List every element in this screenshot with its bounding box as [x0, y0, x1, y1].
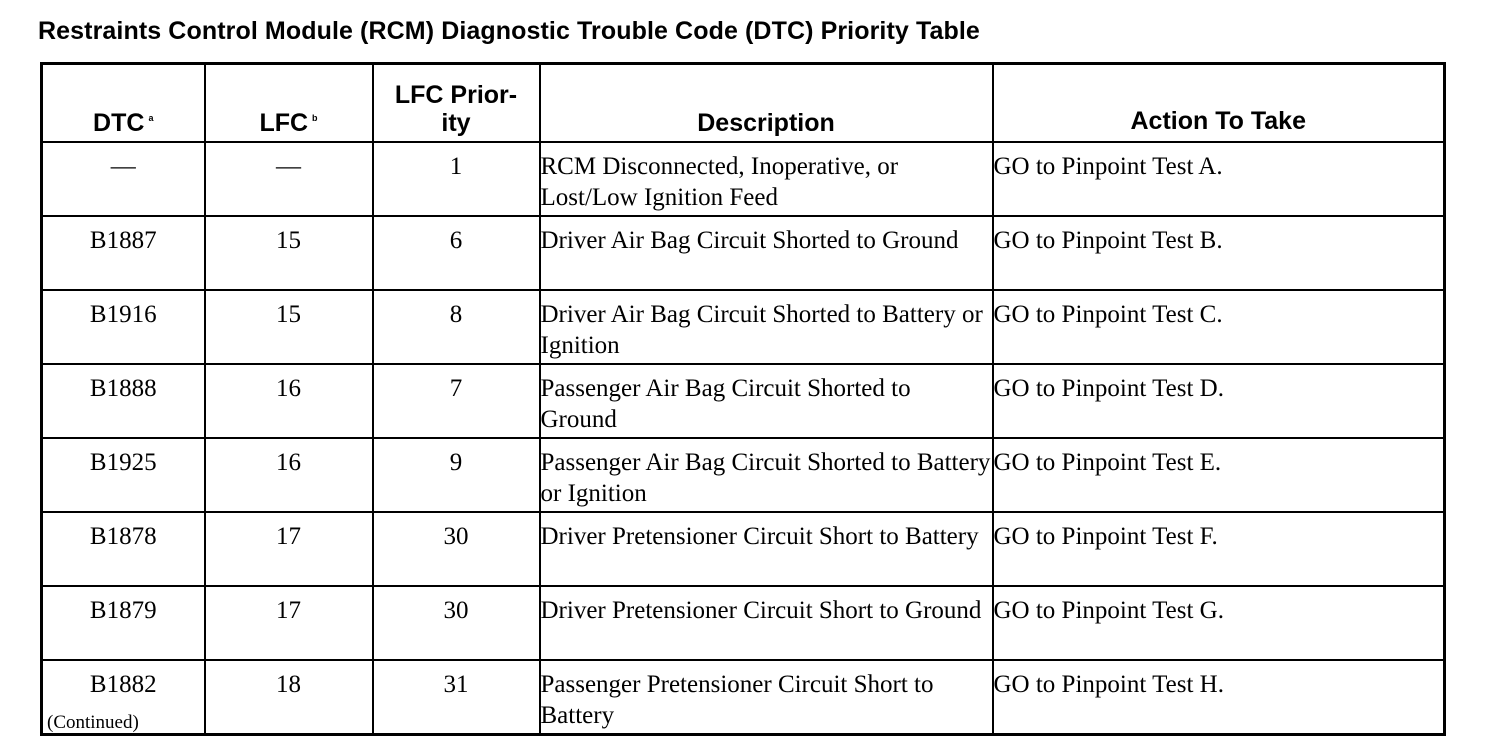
column-header-dtc: DTC $^a$	[42, 64, 205, 143]
cell-priority: 7	[373, 364, 540, 438]
cell-description: RCM Disconnected, Inoperative, or Lost/Low Ignition Feed	[540, 142, 993, 216]
table-row	[42, 364, 1445, 438]
cell-action: GO to Pinpoint Test H.	[993, 660, 1445, 735]
table-row	[42, 512, 1445, 586]
cell-dtc: B1879	[42, 586, 205, 660]
cell-priority: 1	[373, 142, 540, 216]
cell-lfc: 17	[205, 512, 373, 586]
cell-dtc: B1925	[42, 438, 205, 512]
cell-dtc: B1882	[42, 660, 205, 735]
cell-priority: 31	[373, 660, 540, 735]
cell-action: GO to Pinpoint Test C.	[993, 290, 1445, 364]
cell-description: Passenger Air Bag Circuit Shorted to Ground	[540, 364, 993, 438]
cell-lfc: 15	[205, 216, 373, 290]
cell-priority: 30	[373, 586, 540, 660]
cell-priority: 9	[373, 438, 540, 512]
cell-dtc: B1888	[42, 364, 205, 438]
column-header-lfc-priority: LFC Prior- ity	[373, 64, 540, 143]
cell-action: GO to Pinpoint Test E.	[993, 438, 1445, 512]
cell-description: Passenger Air Bag Circuit Shorted to Battery or Ignition	[540, 438, 993, 512]
cell-priority: 6	[373, 216, 540, 290]
table-row	[42, 660, 1445, 735]
cell-action: GO to Pinpoint Test A.	[993, 142, 1445, 216]
column-header-lfc: LFC $^b$	[205, 64, 373, 143]
table-row	[42, 216, 1445, 290]
cell-priority: 30	[373, 512, 540, 586]
cell-description: Driver Pretensioner Circuit Short to Battery	[540, 512, 993, 586]
cell-action: GO to Pinpoint Test G.	[993, 586, 1445, 660]
page-title: Restraints Control Module (RCM) Diagnostic Trouble Code (DTC) Priority Table	[38, 17, 980, 45]
cell-dtc: B1887	[42, 216, 205, 290]
cell-lfc: 16	[205, 438, 373, 512]
cell-description: Driver Air Bag Circuit Shorted to Battery or Ignition	[540, 290, 993, 364]
dtc-priority-table	[40, 62, 1446, 736]
continued-note: (Continued)	[47, 712, 139, 733]
cell-dtc: —	[42, 142, 205, 216]
cell-lfc: 17	[205, 586, 373, 660]
cell-dtc: B1916	[42, 290, 205, 364]
table-header-row	[42, 64, 1445, 143]
column-header-action: Action To Take	[993, 64, 1445, 143]
footnote-marker-b: b	[312, 113, 318, 123]
table-row	[42, 290, 1445, 364]
cell-description: Passenger Pretensioner Circuit Short to Battery	[540, 660, 993, 735]
table-row	[42, 438, 1445, 512]
cell-action: GO to Pinpoint Test D.	[993, 364, 1445, 438]
cell-lfc: 16	[205, 364, 373, 438]
cell-lfc: —	[205, 142, 373, 216]
footnote-marker-a: a	[148, 113, 154, 123]
cell-action: GO to Pinpoint Test B.	[993, 216, 1445, 290]
cell-action: GO to Pinpoint Test F.	[993, 512, 1445, 586]
cell-lfc: 18	[205, 660, 373, 735]
cell-description: Driver Pretensioner Circuit Short to Ground	[540, 586, 993, 660]
table-row	[42, 586, 1445, 660]
cell-priority: 8	[373, 290, 540, 364]
table-row	[42, 142, 1445, 216]
cell-lfc: 15	[205, 290, 373, 364]
column-header-description: Description	[540, 64, 993, 143]
cell-description: Driver Air Bag Circuit Shorted to Ground	[540, 216, 993, 290]
cell-dtc: B1878	[42, 512, 205, 586]
